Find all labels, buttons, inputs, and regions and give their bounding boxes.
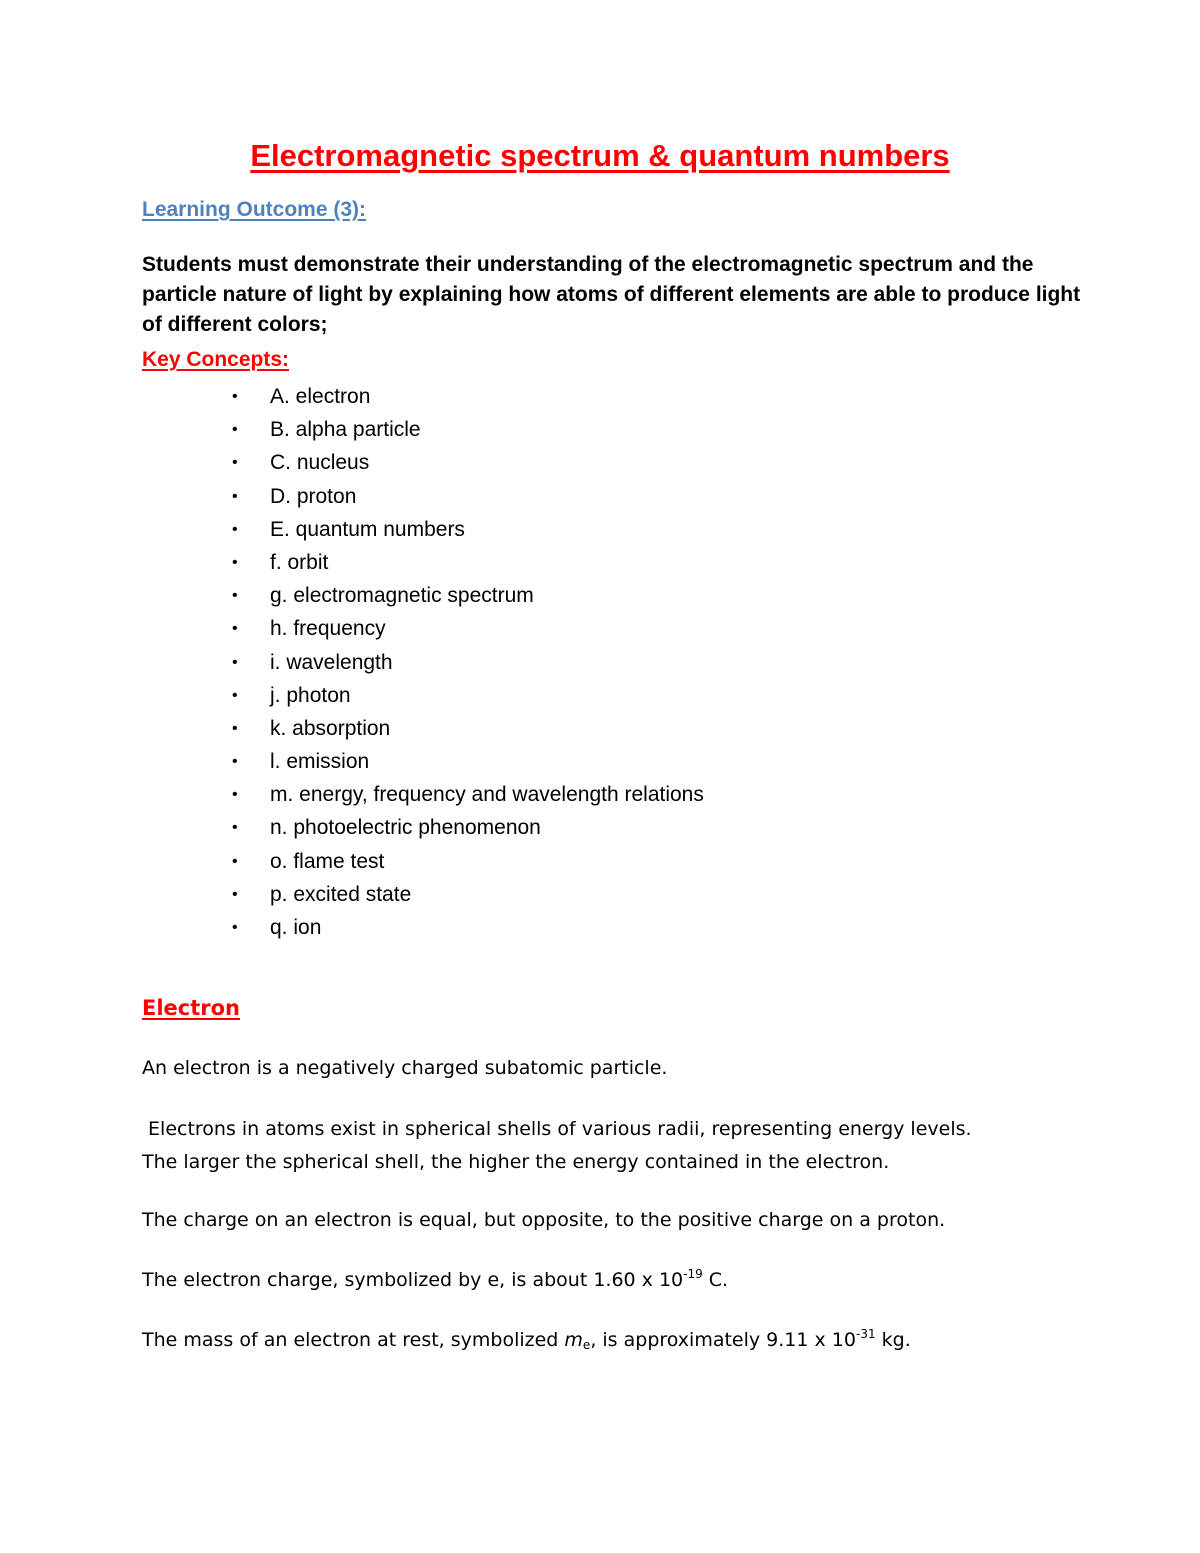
concept-item bbox=[0, 646, 704, 679]
concept-label: n. photoelectric phenomenon bbox=[270, 816, 541, 840]
electron-definition: An electron is a negatively charged subatomic particle. bbox=[142, 1057, 668, 1079]
bullet-icon: • bbox=[232, 653, 238, 671]
bullet-icon: • bbox=[232, 686, 238, 704]
electron-charge-comparison: The charge on an electron is equal, but opposite, to the positive charge on a proton. bbox=[142, 1209, 946, 1231]
concept-label: p. excited state bbox=[270, 882, 412, 906]
concept-item bbox=[0, 480, 704, 513]
concept-item bbox=[0, 612, 704, 645]
concept-item bbox=[0, 778, 704, 811]
key-concepts-heading: Key Concepts: bbox=[142, 348, 290, 371]
concept-item bbox=[0, 513, 704, 546]
electron-charge-value bbox=[142, 1264, 1082, 1297]
bullet-icon: • bbox=[232, 421, 238, 439]
charge-exponent: -19 bbox=[683, 1267, 703, 1281]
concept-item bbox=[0, 745, 704, 778]
concept-label: j. photon bbox=[270, 683, 351, 707]
bullet-icon: • bbox=[232, 753, 238, 771]
concept-item bbox=[0, 413, 704, 446]
concept-label: E. quantum numbers bbox=[270, 517, 465, 541]
concept-item bbox=[0, 712, 704, 745]
bullet-icon: • bbox=[232, 520, 238, 538]
concept-item bbox=[0, 911, 704, 944]
bullet-icon: • bbox=[232, 454, 238, 472]
concept-item bbox=[0, 380, 704, 413]
concept-item bbox=[0, 679, 704, 712]
bullet-icon: • bbox=[232, 819, 238, 837]
concept-item bbox=[0, 845, 704, 878]
mass-unit: kg. bbox=[875, 1329, 911, 1351]
concept-item bbox=[0, 811, 704, 844]
bullet-icon: • bbox=[232, 852, 238, 870]
concept-item bbox=[0, 878, 704, 911]
mass-exponent: -31 bbox=[856, 1327, 876, 1341]
charge-unit: C. bbox=[702, 1269, 729, 1291]
bullet-icon: • bbox=[232, 620, 238, 638]
learning-outcome-heading: Learning Outcome (3): bbox=[142, 198, 367, 221]
page-title: Electromagnetic spectrum & quantum numbers bbox=[250, 138, 950, 173]
concept-label: g. electromagnetic spectrum bbox=[270, 584, 534, 608]
concept-label: o. flame test bbox=[270, 849, 385, 873]
concept-label: f. orbit bbox=[270, 550, 329, 574]
shells-line-1: Electrons in atoms exist in spherical shells of various radii, representing energy levels. bbox=[142, 1118, 972, 1140]
concept-label: m. energy, frequency and wavelength relations bbox=[270, 783, 704, 807]
bullet-icon: • bbox=[232, 786, 238, 804]
concept-label: l. emission bbox=[270, 750, 370, 774]
bullet-icon: • bbox=[232, 487, 238, 505]
mass-symbol: m bbox=[564, 1329, 583, 1351]
bullet-icon: • bbox=[232, 919, 238, 936]
bullet-icon: • bbox=[232, 553, 238, 571]
electron-heading: Electron bbox=[142, 996, 241, 1020]
concept-label: i. wavelength bbox=[270, 650, 393, 674]
shells-line-2: The larger the spherical shell, the higher the energy contained in the electron. bbox=[142, 1151, 890, 1173]
bullet-icon: • bbox=[232, 885, 238, 903]
concept-item bbox=[0, 446, 704, 479]
electron-shells-paragraph bbox=[142, 1113, 1082, 1179]
mass-text: The mass of an electron at rest, symbolized bbox=[142, 1329, 565, 1351]
concept-label: D. proton bbox=[270, 484, 357, 508]
concept-item bbox=[0, 546, 704, 579]
concept-label: C. nucleus bbox=[270, 451, 370, 475]
concept-label: A. electron bbox=[270, 385, 371, 408]
concept-item bbox=[0, 579, 704, 612]
concept-label: h. frequency bbox=[270, 617, 386, 641]
concept-label: B. alpha particle bbox=[270, 418, 421, 442]
bullet-icon: • bbox=[232, 388, 238, 405]
mass-mid-text: , is approximately 9.11 x 10 bbox=[590, 1329, 856, 1351]
concept-label: k. absorption bbox=[270, 716, 391, 740]
electron-mass-value bbox=[142, 1324, 1082, 1357]
concept-label: q. ion bbox=[270, 916, 322, 939]
bullet-icon: • bbox=[232, 719, 238, 737]
charge-text: The electron charge, symbolized by e, is about 1.60 x 10 bbox=[142, 1269, 684, 1291]
learning-outcome-text: Students must demonstrate their understanding of the electromagnetic spectrum and the particle nature of light by explaining how atoms of different elements are able to produce light of different colors; bbox=[142, 253, 1081, 336]
mass-symbol-subscript: e bbox=[582, 1338, 591, 1352]
key-concepts-list bbox=[0, 380, 704, 944]
bullet-icon: • bbox=[232, 587, 238, 605]
